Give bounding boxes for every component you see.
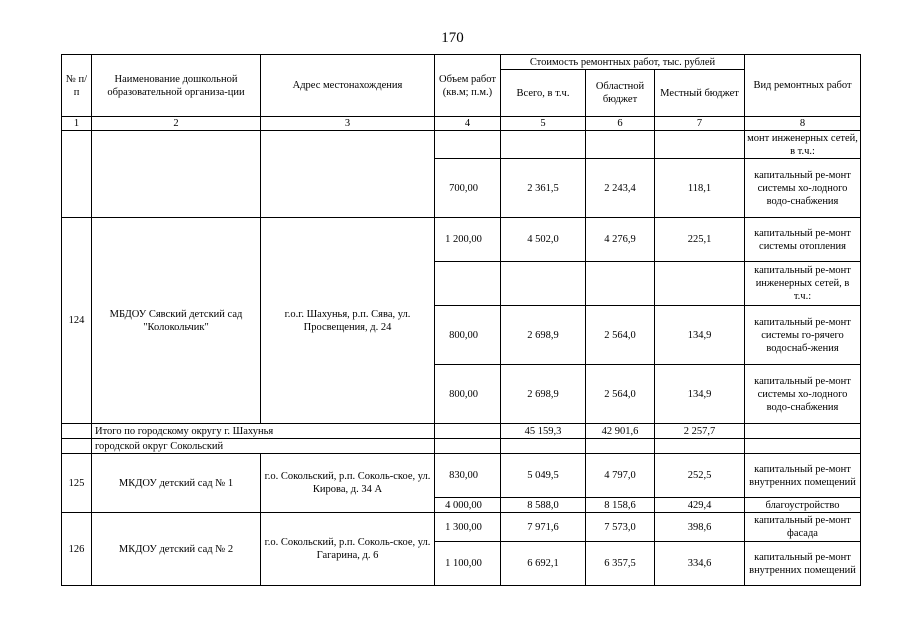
num-cell [62, 439, 92, 454]
address-cell [261, 131, 435, 218]
volume-cell: 830,00 [435, 454, 501, 498]
work-type-cell: капитальный ре-монт системы го-рячего водоснаб-жения [745, 306, 861, 365]
total-cell: 4 502,0 [501, 218, 586, 262]
volume-cell: 800,00 [435, 365, 501, 424]
col-num-1: 1 [62, 117, 92, 131]
table-row [62, 131, 861, 159]
volume-cell [435, 439, 501, 454]
address-cell: г.о. Сокольский, р.п. Соколь-ское, ул. Кирова, д. 34 А [261, 454, 435, 513]
work-type-cell: благоустройство [745, 498, 861, 513]
header-numbers-row [62, 117, 861, 131]
work-type-cell [745, 424, 861, 439]
header-row-1 [62, 55, 861, 70]
header-col-total: Всего, в т.ч. [501, 70, 586, 117]
subtotal-regional: 42 901,6 [586, 424, 655, 439]
header-col-address: Адрес местонахождения [261, 55, 435, 117]
volume-cell: 4 000,00 [435, 498, 501, 513]
work-type-cell: капитальный ре-монт фасада [745, 513, 861, 542]
volume-cell: 1 100,00 [435, 542, 501, 586]
local-cell [655, 439, 745, 454]
num-cell [62, 131, 92, 218]
volume-cell: 800,00 [435, 306, 501, 365]
org-cell [92, 131, 261, 218]
col-num-4: 4 [435, 117, 501, 131]
volume-cell: 700,00 [435, 159, 501, 218]
header-col-number: № п/п [62, 55, 92, 117]
local-cell: 134,9 [655, 365, 745, 424]
org-cell: МБДОУ Сявский детский сад "Колокольчик" [92, 218, 261, 424]
local-cell: 252,5 [655, 454, 745, 498]
table-row [62, 513, 861, 542]
page-number: 170 [441, 30, 464, 46]
total-cell: 7 971,6 [501, 513, 586, 542]
local-cell: 334,6 [655, 542, 745, 586]
total-cell: 8 588,0 [501, 498, 586, 513]
work-type-cell: капитальный ре-монт системы хо-лодного водо-снабжения [745, 159, 861, 218]
regional-cell: 7 573,0 [586, 513, 655, 542]
total-cell [501, 262, 586, 306]
col-num-8: 8 [745, 117, 861, 131]
regional-cell: 4 276,9 [586, 218, 655, 262]
regional-cell: 8 158,6 [586, 498, 655, 513]
local-cell: 134,9 [655, 306, 745, 365]
col-num-6: 6 [586, 117, 655, 131]
regional-cell [586, 262, 655, 306]
org-cell: МКДОУ детский сад № 1 [92, 454, 261, 513]
total-cell: 2 698,9 [501, 306, 586, 365]
regional-cell [586, 131, 655, 159]
subtotal-local: 2 257,7 [655, 424, 745, 439]
num-cell: 125 [62, 454, 92, 513]
header-col-local: Местный бюджет [655, 70, 745, 117]
work-type-cell: капитальный ре-монт внутренних помещений [745, 454, 861, 498]
header-col-organization: Наименование дошкольной образовательной организа-ции [92, 55, 261, 117]
col-num-2: 2 [92, 117, 261, 131]
district-row [62, 439, 861, 454]
regional-cell: 6 357,5 [586, 542, 655, 586]
num-cell: 126 [62, 513, 92, 586]
table-row [62, 218, 861, 262]
address-cell: г.о.г. Шахунья, р.п. Сява, ул. Просвещения, д. 24 [261, 218, 435, 424]
regional-cell: 2 564,0 [586, 306, 655, 365]
total-cell [501, 439, 586, 454]
num-cell: 124 [62, 218, 92, 424]
col-num-3: 3 [261, 117, 435, 131]
num-cell [62, 424, 92, 439]
local-cell: 398,6 [655, 513, 745, 542]
regional-cell: 2 564,0 [586, 365, 655, 424]
subtotal-total: 45 159,3 [501, 424, 586, 439]
address-cell: г.о. Сокольский, р.п. Соколь-ское, ул. Гагарина, д. 6 [261, 513, 435, 586]
regional-cell [586, 439, 655, 454]
header-col-volume: Объем работ (кв.м; п.м.) [435, 55, 501, 117]
regional-cell: 2 243,4 [586, 159, 655, 218]
local-cell [655, 262, 745, 306]
org-cell: МКДОУ детский сад № 2 [92, 513, 261, 586]
local-cell: 118,1 [655, 159, 745, 218]
volume-cell [435, 424, 501, 439]
header-col-work-type: Вид ремонтных работ [745, 55, 861, 117]
total-cell: 2 361,5 [501, 159, 586, 218]
total-cell: 6 692,1 [501, 542, 586, 586]
total-cell [501, 131, 586, 159]
total-cell: 2 698,9 [501, 365, 586, 424]
col-num-7: 7 [655, 117, 745, 131]
header-cost-group: Стоимость ремонтных работ, тыс. рублей [501, 55, 745, 70]
work-type-cell [745, 439, 861, 454]
volume-cell [435, 131, 501, 159]
regional-cell: 4 797,0 [586, 454, 655, 498]
header-col-regional: Областной бюджет [586, 70, 655, 117]
district-label: городской округ Сокольский [92, 439, 435, 454]
local-cell: 429,4 [655, 498, 745, 513]
volume-cell [435, 262, 501, 306]
table-row [62, 454, 861, 498]
work-type-cell: монт инженерных сетей, в т.ч.: [745, 131, 861, 159]
work-type-cell: капитальный ре-монт инженерных сетей, в т.ч.: [745, 262, 861, 306]
total-cell: 5 049,5 [501, 454, 586, 498]
col-num-5: 5 [501, 117, 586, 131]
repair-works-table [61, 54, 861, 586]
local-cell: 225,1 [655, 218, 745, 262]
work-type-cell: капитальный ре-монт системы отопления [745, 218, 861, 262]
volume-cell: 1 300,00 [435, 513, 501, 542]
work-type-cell: капитальный ре-монт внутренних помещений [745, 542, 861, 586]
work-type-cell: капитальный ре-монт системы хо-лодного водо-снабжения [745, 365, 861, 424]
subtotal-row [62, 424, 861, 439]
local-cell [655, 131, 745, 159]
subtotal-label: Итого по городскому округу г. Шахунья [92, 424, 435, 439]
volume-cell: 1 200,00 [435, 218, 501, 262]
